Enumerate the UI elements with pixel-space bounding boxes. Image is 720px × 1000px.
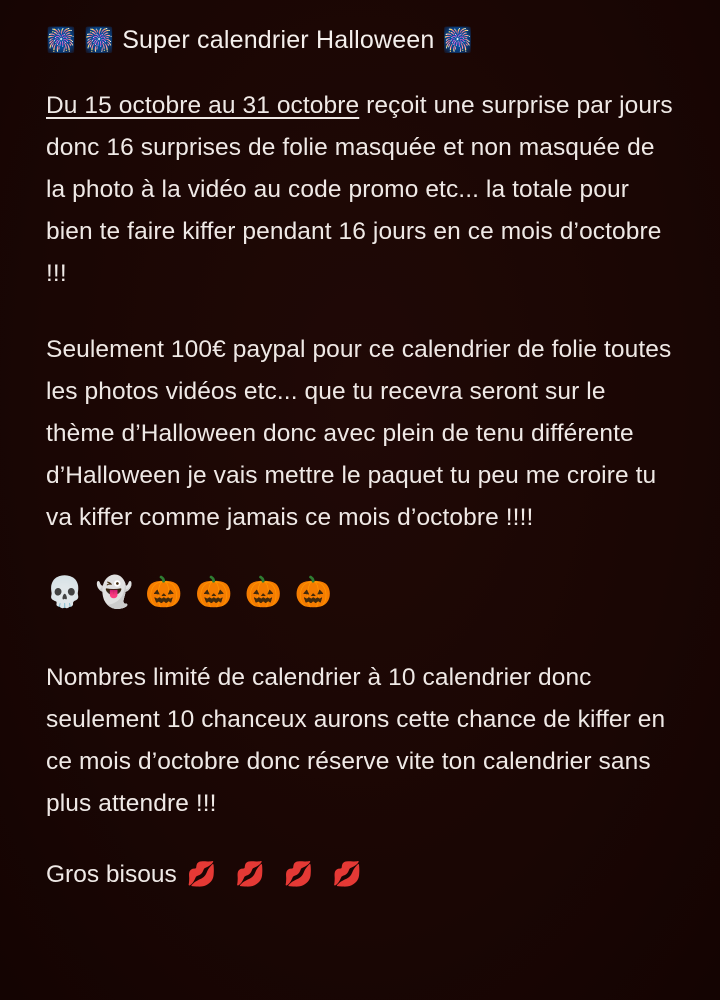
emoji-divider: 💀 👻 🎃 🎃 🎃 🎃 <box>46 576 334 609</box>
firework-icon: 🎆 <box>442 26 473 54</box>
paragraph-dates <box>46 85 674 295</box>
signoff <box>46 855 674 895</box>
paragraph-limited: Nombres limité de calendrier à 10 calendrier donc seulement 10 chanceux aurons cette chance de kiffer en ce mois d’octobre donc réserve vite ton calendrier sans plus attendre !!! <box>46 664 666 817</box>
post-title <box>46 26 674 55</box>
kiss-mark-icon: 💋 💋 💋 💋 <box>186 861 369 888</box>
post-title-text: Super calendrier Halloween <box>122 26 435 54</box>
date-range-emphasis: Du 15 octobre au 31 octobre <box>46 92 360 119</box>
paragraph-price: Seulement 100€ paypal pour ce calendrier de folie toutes les photos vidéos etc... que tu recevra seront sur le thème d’Halloween donc avec plein de tenu différente d’Halloween je vais mettre le paquet tu peu me croire tu va kiffer comme jamais ce mois d’octobre !!!! <box>46 336 672 531</box>
firework-icon: 🎆 <box>84 26 115 54</box>
paragraph-dates-rest: reçoit une surprise par jours donc 16 surprises de folie masquée et non masquée de la photo à la vidéo au code promo etc... la totale pour bien te faire kiffer pendant 16 jours en ce mois d’octobre !!! <box>46 92 673 287</box>
firework-icon: 🎆 <box>46 26 77 54</box>
signoff-text: Gros bisous <box>46 861 177 888</box>
